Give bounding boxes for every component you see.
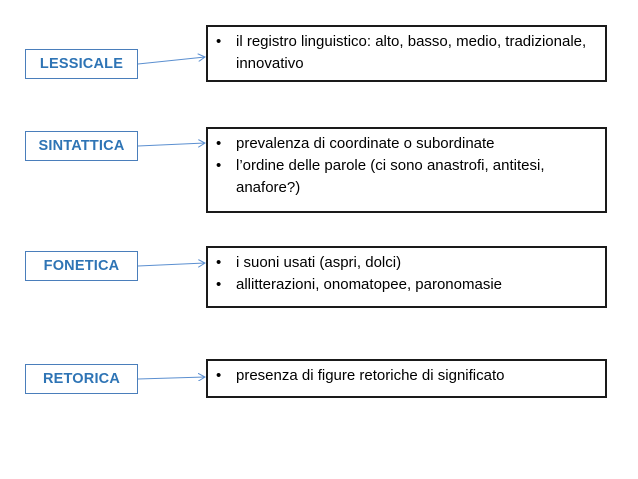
list-item (216, 252, 599, 274)
category-label: SINTATTICA (38, 138, 125, 154)
list-item-text: presenza di figure retoriche di significato (236, 367, 505, 384)
bullet-glyph: • (216, 135, 222, 152)
list-item (216, 31, 599, 75)
bullet-glyph: • (216, 157, 222, 174)
bullet-list (216, 133, 599, 199)
detail-box-retorica (206, 359, 607, 398)
bullet-list (216, 252, 599, 296)
list-item-text: il registro linguistico: alto, basso, medio, tradizionale, innovativo (236, 33, 587, 72)
list-item (216, 155, 599, 199)
list-item-text: prevalenza di coordinate o subordinate (236, 135, 495, 152)
category-retorica (25, 364, 138, 394)
arrow-sintattica (138, 143, 205, 146)
bullet-list (216, 365, 599, 387)
bullet-glyph: • (216, 33, 222, 50)
category-label: FONETICA (43, 258, 120, 274)
detail-box-sintattica (206, 127, 607, 213)
list-item-text: i suoni usati (aspri, dolci) (236, 254, 402, 271)
bullet-glyph: • (216, 367, 222, 384)
detail-box-lessicale (206, 25, 607, 82)
bullet-glyph: • (216, 254, 222, 271)
arrow-fonetica (138, 263, 205, 266)
list-item (216, 365, 599, 387)
category-label: LESSICALE (39, 56, 124, 72)
category-fonetica (25, 251, 138, 281)
list-item-text: allitterazioni, onomatopee, paronomasie (236, 276, 502, 293)
category-label: RETORICA (42, 371, 121, 387)
bullet-glyph: • (216, 276, 222, 293)
category-lessicale (25, 49, 138, 79)
category-sintattica (25, 131, 138, 161)
list-item-text: l’ordine delle parole (ci sono anastrofi, antitesi, anafore?) (236, 157, 545, 196)
list-item (216, 133, 599, 155)
arrow-lessicale (138, 57, 205, 64)
arrow-retorica (138, 377, 205, 379)
detail-box-fonetica (206, 246, 607, 308)
bullet-list (216, 31, 599, 75)
list-item (216, 274, 599, 296)
